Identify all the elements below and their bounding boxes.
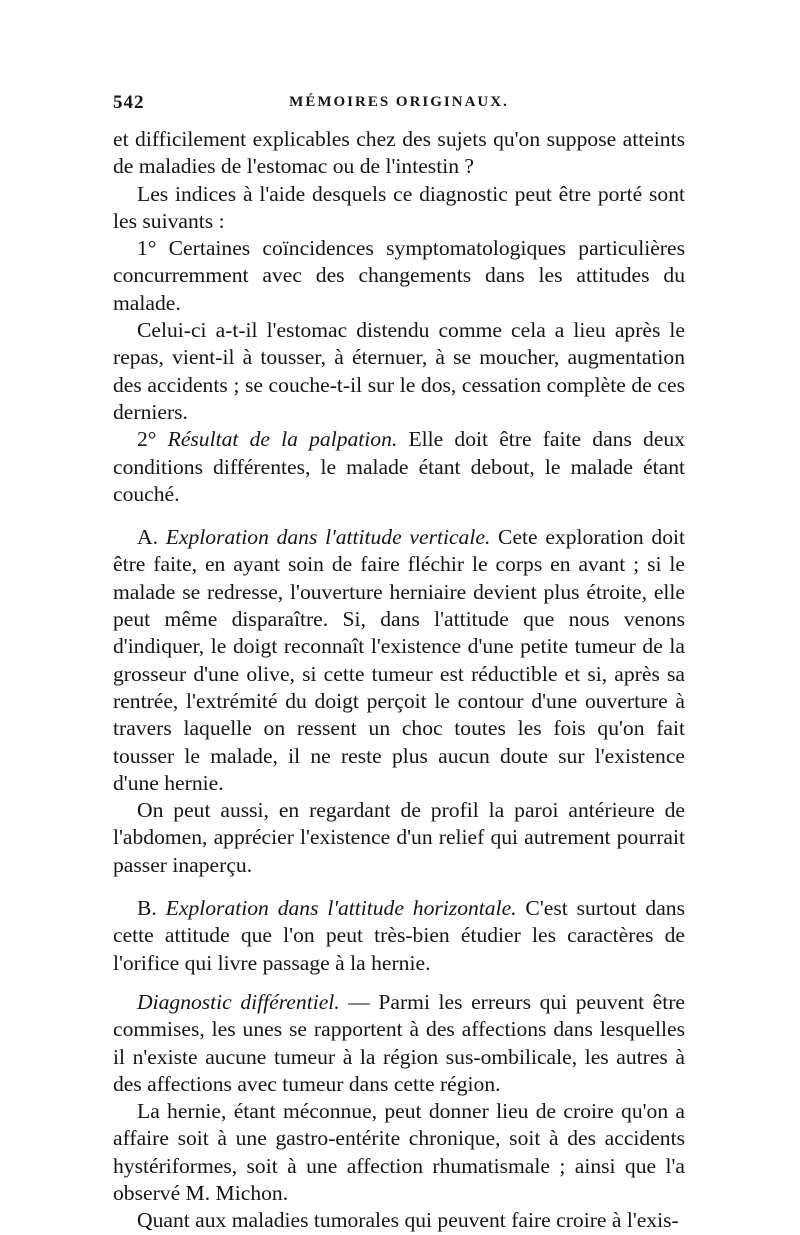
- body-text: [113, 126, 685, 1235]
- paragraph-tumoral: Quant aux maladies tumorales qui peuvent faire croire à l'exis-: [137, 1208, 679, 1233]
- section-title-differential: Diagnostic différentiel.: [137, 989, 340, 1014]
- paragraph-vertical: [113, 524, 685, 797]
- running-head: MÉMOIRES ORIGINAUX.: [289, 94, 509, 110]
- differential-body: — Parmi les erreurs qui peuvent être commises, les unes se rapportent à des affections dans lesquelles il n'existe aucune tumeur à la région sus-ombilicale, les autres à des affections avec tumeur dans cette région.: [113, 989, 685, 1096]
- paragraph-coincidences: 1° Certaines coïncidences symptomatologiques particulières concurremment avec des changements dans les attitudes du malade.: [113, 236, 685, 315]
- vertical-body: Cete exploration doit être faite, en ayant soin de faire fléchir le corps en avant ; si le malade se redresse, l'ouverture herniaire devient plus étroite, elle peut même disparaître. Si, dans l'attitude que nous venons d'indiquer, le doigt reconnaît l'existence d'une petite tumeur de la grosseur d'une olive, si cette tumeur est réductible et si, après sa rentrée, l'extrémité du doigt perçoit le contour d'une ouverture à travers laquelle on ressent un choc toutes les fois qu'on fait tousser le malade, il ne reste plus aucun doute sur l'existence d'une hernie.: [113, 525, 685, 795]
- paragraph-indices: Les indices à l'aide desquels ce diagnostic peut être porté sont les suivants :: [113, 181, 685, 233]
- section-letter-a: A.: [137, 525, 158, 550]
- paragraph-symptoms: Celui-ci a-t-il l'estomac distendu comme cela a lieu après le repas, vient-il à tousser, à éternuer, à se moucher, augmentation des accidents ; se couche-t-il sur le dos, cessation complète de ces derniers.: [113, 318, 685, 424]
- section-title-horizontal: Exploration dans l'attitude horizontale.: [165, 896, 517, 921]
- section-title-palpation: Résultat de la palpation.: [167, 427, 398, 452]
- paragraph-continuation: et difficilement explicables chez des sujets qu'on suppose atteints de maladies de l'estomac ou de l'intestin ?: [113, 127, 685, 179]
- paragraph-profile: On peut aussi, en regardant de profil la paroi antérieure de l'abdomen, apprécier l'existence d'un relief qui autrement pourrait passer inaperçu.: [113, 798, 685, 877]
- item-number: 2°: [137, 427, 157, 452]
- palpation-body: Elle doit être faite dans deux conditions différentes, le malade étant debout, le malade étant couché.: [113, 427, 686, 506]
- horizontal-body: C'est surtout dans cette attitude que l'on peut très-bien étudier les caractères de l'orifice qui livre passage à la hernie.: [113, 896, 685, 975]
- paragraph-misdiagnosis: La hernie, étant méconnue, peut donner lieu de croire qu'on a affaire soit à une gastro-entérite chronique, soit à des accidents hystériformes, soit à une affection rhumatismale ; ainsi que l'a observé M. Michon.: [113, 1099, 685, 1205]
- paragraph-horizontal: [113, 895, 685, 977]
- paragraph-palpation: [113, 426, 685, 508]
- paragraph-differential: [113, 989, 685, 1098]
- section-letter-b: B.: [137, 896, 157, 921]
- page-number: 542: [113, 92, 145, 113]
- section-title-vertical: Exploration dans l'attitude verticale.: [165, 525, 491, 550]
- page-header: [113, 86, 685, 116]
